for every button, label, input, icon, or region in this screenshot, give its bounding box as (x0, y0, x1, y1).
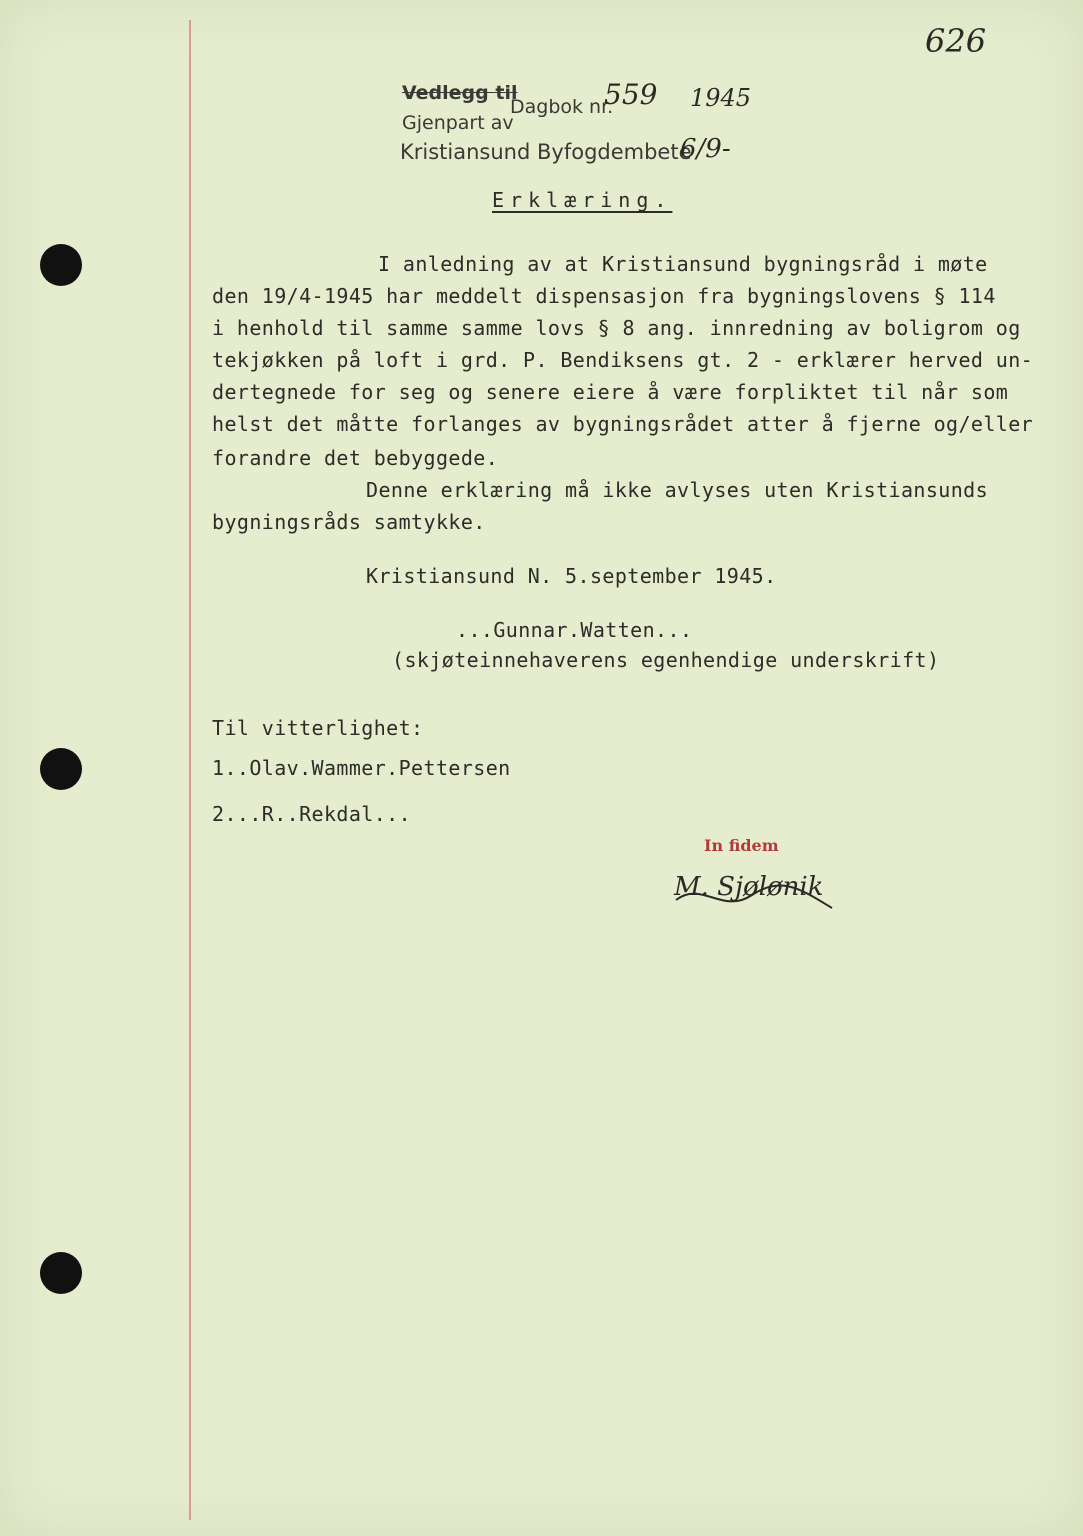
paragraph1-line5: dertegnede for seg og senere eiere å være forpliktet til når som (212, 380, 1009, 404)
stamp-year: 1945 (690, 84, 752, 112)
in-fidem-stamp: In fidem (704, 836, 779, 855)
stamp-vedlegg-label: Vedlegg til (402, 82, 518, 104)
place-date: Kristiansund N. 5.september 1945. (366, 564, 777, 588)
document-title: Erklæring. (492, 188, 673, 212)
paragraph1-line7: forandre det bebyggede. (212, 446, 499, 470)
punch-hole-top (40, 244, 82, 286)
stamp-dagbok-number: 559 (604, 78, 658, 111)
paragraph1-line4: tekjøkken på loft i grd. P. Bendiksens gt. 2 - erklærer herved un- (212, 348, 1034, 372)
page-number: 626 (925, 22, 987, 60)
punch-hole-bottom (40, 1252, 82, 1294)
signature-line: ...Gunnar.Watten... (456, 618, 693, 642)
witness-1: 1..Olav.Wammer.Pettersen (212, 756, 511, 780)
paragraph1-line6: helst det måtte forlanges av bygningsrådet atter å fjerne og/eller (212, 412, 1034, 436)
paragraph2-line1: Denne erklæring må ikke avlyses uten Kristiansunds (366, 478, 989, 502)
paragraph1-line3: i henhold til samme samme lovs § 8 ang. innredning av boligrom og (212, 316, 1021, 340)
paragraph2-line2: bygningsråds samtykke. (212, 510, 486, 534)
signature-caption: (skjøteinnehaverens egenhendige underskrift) (392, 648, 940, 672)
margin-line (189, 20, 191, 1520)
stamp-dagbok-label: Dagbok nr. (510, 96, 614, 118)
witness-2: 2...R..Rekdal... (212, 802, 412, 826)
signature-flourish (672, 860, 842, 920)
stamp-gjenpart-label: Gjenpart av (402, 112, 514, 134)
paragraph1-line1: I anledning av at Kristiansund bygningsråd i møte (378, 252, 988, 276)
paragraph1-line2: den 19/4-1945 har meddelt dispensasjon fra bygningslovens § 114 (212, 284, 996, 308)
stamp-office: Kristiansund Byfogdembete (400, 140, 692, 164)
witness-heading: Til vitterlighet: (212, 716, 424, 740)
punch-hole-middle (40, 748, 82, 790)
official-signature: M. Sjølønik (674, 872, 824, 902)
stamp-date: 6/9- (680, 134, 731, 164)
